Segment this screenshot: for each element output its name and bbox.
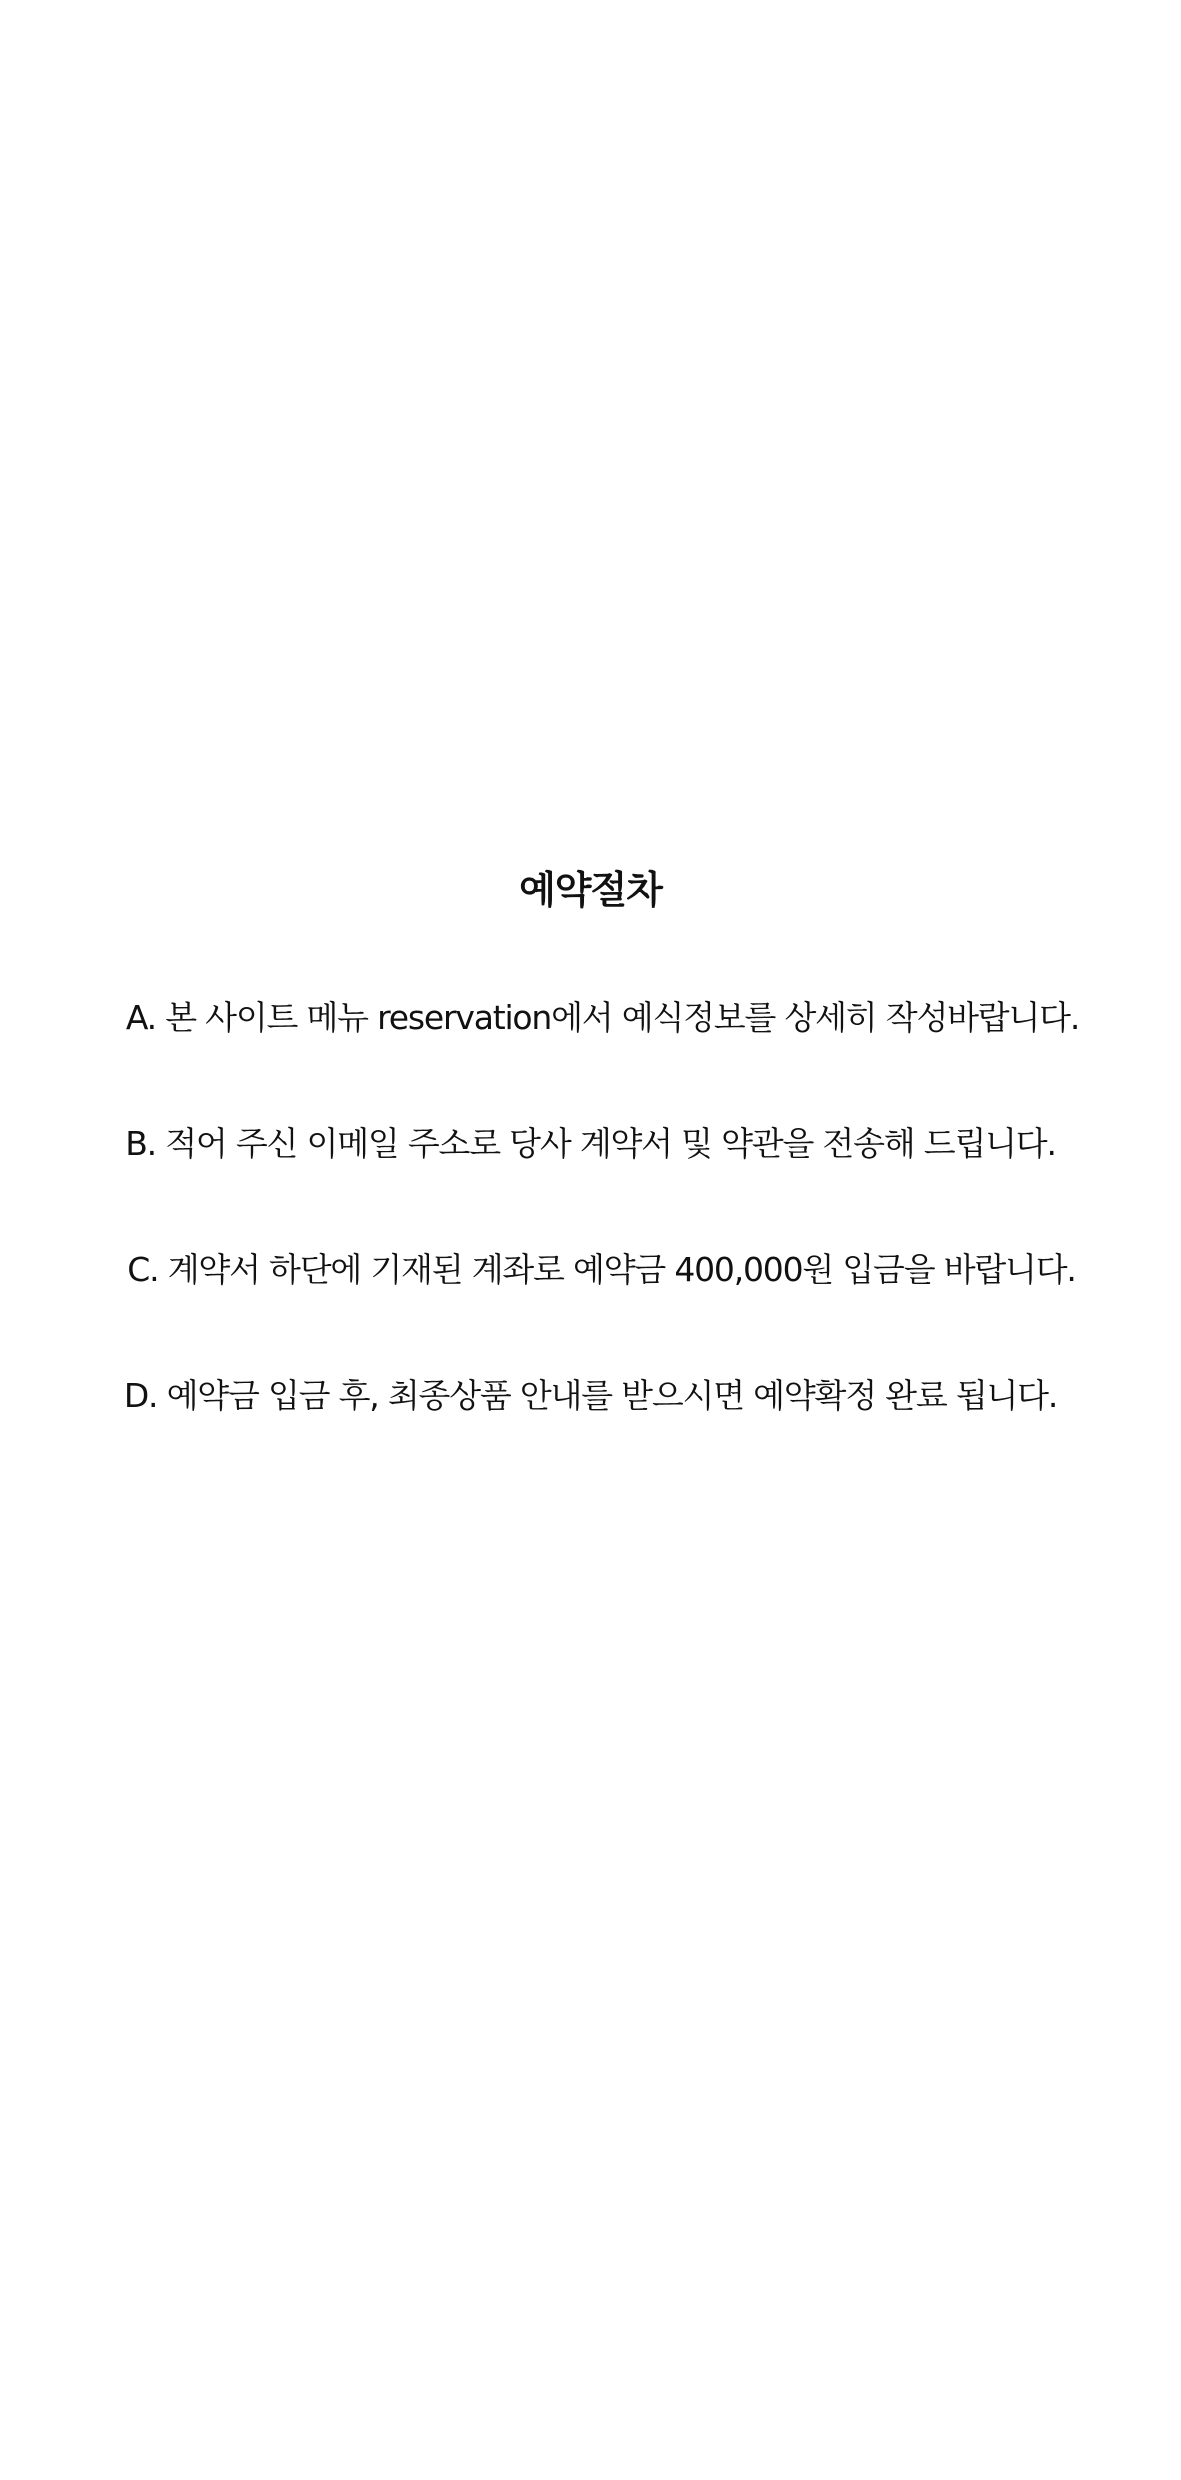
- page-title: 예약절차: [519, 868, 662, 912]
- procedure-step-c: C. 계약서 하단에 기재된 계좌로 예약금 400,000원 입금을 바랍니다.: [127, 1250, 1076, 1289]
- reservation-procedure: [0, 860, 1181, 1492]
- procedure-step-list: [0, 988, 1181, 1426]
- procedure-step-a: A. 본 사이트 메뉴 reservation에서 예식정보를 상세히 작성바랍니다.: [125, 998, 1080, 1037]
- procedure-step-b: B. 적어 주신 이메일 주소로 당사 계약서 및 약관을 전송해 드립니다.: [125, 1124, 1056, 1163]
- procedure-step-d: D. 예약금 입금 후, 최종상품 안내를 받으시면 예약확정 완료 됩니다.: [123, 1376, 1058, 1415]
